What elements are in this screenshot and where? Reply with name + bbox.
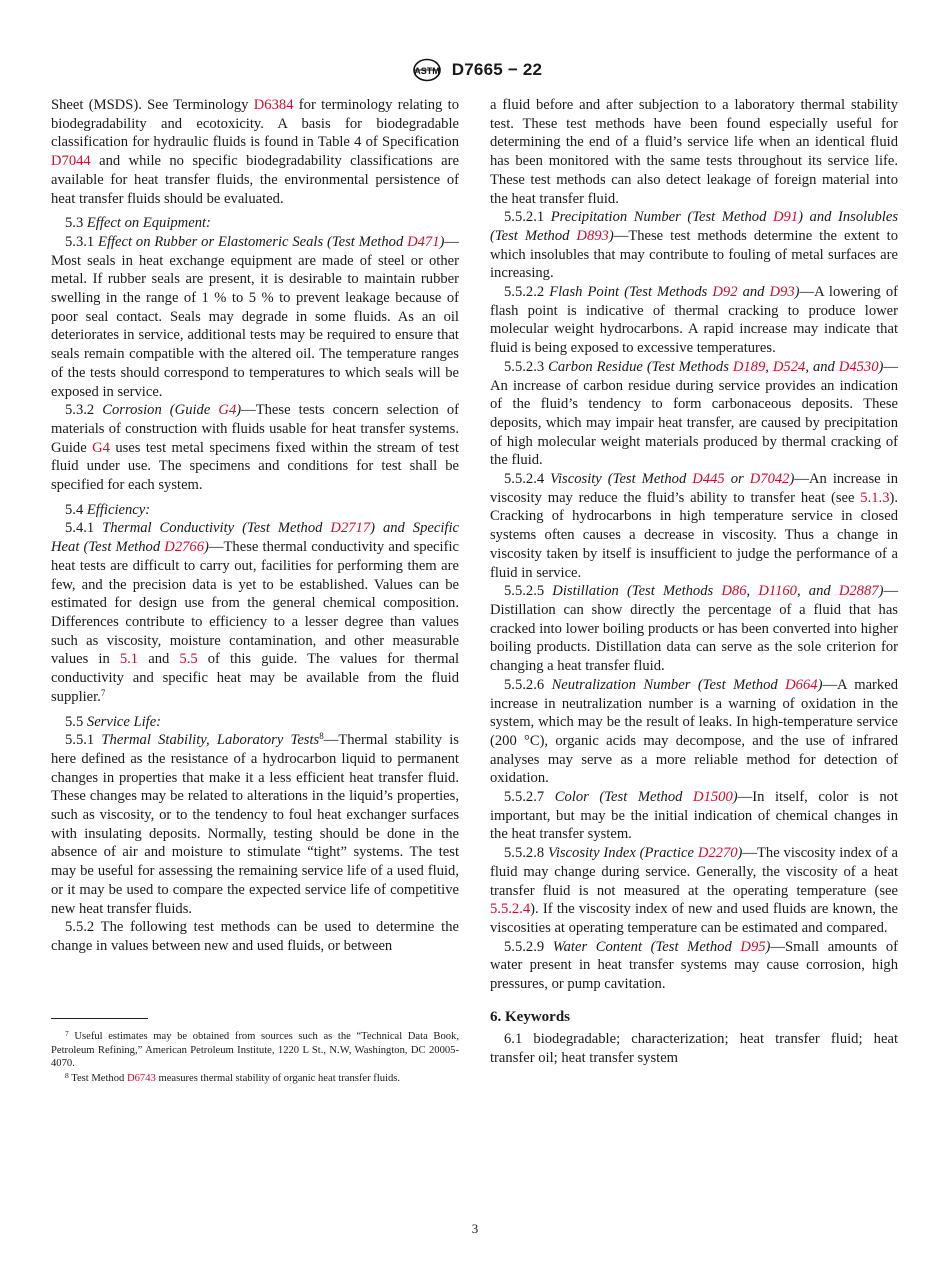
link-g4-title[interactable]: G4: [218, 402, 237, 419]
section-5-5-2-3: 5.5.2.3 Carbon Residue (Test Methods D189, D524, and D4530)—An increase of carbon residue during service provides an indication of the fluid’s tendency to form carbonaceous deposits. These deposits, which may impair heat transfer, are caused by precipitation of high molecular weight materials produced by thermal cracking of the fluid.: [490, 358, 898, 469]
link-d893[interactable]: D893: [576, 227, 609, 244]
section-5-3-1: 5.3.1 Effect on Rubber or Elastomeric Seals (Test Method D471)—Most seals in heat exchange equipment are made of steel or other metal. If rubber seals are present, it is desirable to maintain rubber swelling in the range of 1 % to 5 % to prevent leakage because of poor seal contact. Seals may degrade in some fluids. As an oil deteriorates in service, additional tests may be required to ensure that seals remain compatible with the altered oil. The temperature ranges of the tests should correspond to temperatures to which seals will be exposed in service.: [51, 233, 459, 400]
link-d6743[interactable]: D6743: [126, 1072, 156, 1084]
paragraph-continued: a fluid before and after subjection to a laboratory thermal stability test. These test methods have been found especially useful for determining the end of a fluid’s service life when an identical fluid has been monitored with the same tests throughout its service life. These test methods can also detect leakage of foreign material into the heat transfer fluid.: [490, 97, 898, 207]
page-header: [0, 56, 950, 84]
footnote-divider: [51, 1018, 148, 1019]
document-designation: D7665 − 22: [451, 60, 543, 79]
section-5-3: 5.3 Effect on Equipment:: [65, 215, 211, 232]
section-5-5-2-2: 5.5.2.2 Flash Point (Test Methods D92 and D93)—A lowering of flash point is indicative of thermal cracking to produce lower molecular weight hydrocarbons. A rapid increase may indicate that fluid is being exposed to excessive temperatures.: [490, 284, 898, 357]
link-d7044[interactable]: D7044: [51, 153, 91, 170]
section-5-5-2-7: 5.5.2.7 Color (Test Method D1500)—In itself, color is not important, but may be the initial indication of chemical changes in the heat transfer system.: [490, 789, 898, 843]
footnotes: [51, 1030, 459, 1086]
section-5-5: 5.5 Service Life:: [65, 713, 162, 730]
link-d4530[interactable]: D4530: [838, 358, 879, 375]
right-column: [490, 96, 898, 1068]
section-5-5-2: 5.5.2 The following test methods can be used to determine the change in values between new and used fluids, or between: [51, 919, 459, 954]
link-5-1[interactable]: 5.1: [119, 651, 139, 668]
footnote-7: $^7$ Useful estimates may be obtained from sources such as the “Technical Data Book, Petroleum Refining,” American Petroleum Institute, 1220 L St., N.W, Washington, DC 20005-4070.: [51, 1029, 459, 1069]
link-d2766[interactable]: D2766: [164, 539, 205, 556]
link-d189[interactable]: D189: [732, 358, 766, 375]
link-d6384[interactable]: D6384: [253, 97, 294, 113]
section-6-1: 6.1 biodegradable; characterization; heat transfer fluid; heat transfer oil; heat transfer system: [490, 1031, 898, 1067]
link-d92[interactable]: D92: [712, 284, 738, 301]
section-5-5-1: 5.5.1 Thermal Stability, Laboratory Tests$^8$—Thermal stability is here defined as the resistance of a hydrocarbon liquid to permanent changes in properties that make it a less efficient heat transfer fluid. These changes may be related to alterations in the liquid’s properties, such as viscosity, or to the tendency to foul heat exchanger surfaces with insulating deposits. Normally, testing should be done in the absence of air and moisture to stimulate “tight” systems. The test may be useful for assessing the remaining service life of a used fluid, or it may be used to compare the expected service life of competitive new heat transfer fluids.: [51, 731, 459, 917]
section-5-4: 5.4 Efficiency:: [65, 501, 151, 518]
link-5-1-3[interactable]: 5.1.3: [860, 489, 890, 506]
link-d7042[interactable]: D7042: [749, 471, 790, 488]
section-5-5-2-1: 5.5.2.1 Precipitation Number (Test Method D91) and Insolubles (Test Method D893)—These test methods determine the extent to which insolubles that may contribute to fouling of metal surfaces are increasing.: [490, 209, 899, 282]
link-d93[interactable]: D93: [769, 284, 795, 301]
section-5-5-2-9: 5.5.2.9 Water Content (Test Method D95)—Small amounts of water present in heat transfer systems may cause corrosion, high pressures, or pump cavitation.: [490, 938, 898, 993]
left-column: [51, 96, 459, 956]
page-number: 3: [471, 1221, 479, 1236]
paragraph-msds: Sheet (MSDS). See Terminology D6384 for terminology relating to biodegradability and ecotoxicity. A basis for biodegradable classification for hydraulic fluids is found in Table 4 of Specification D7044 and while no specific biodegradability classifications are available for heat transfer fluids, the environmental persistence of heat transfer fluids should be evaluated.: [51, 97, 460, 207]
section-heading-keywords: 6. Keywords: [490, 1008, 570, 1025]
link-g4[interactable]: G4: [92, 439, 110, 456]
link-d91[interactable]: D91: [772, 209, 799, 226]
footnote-ref-8: 8: [319, 731, 324, 742]
astm-logo-text: ASTM: [414, 66, 440, 76]
link-d664[interactable]: D664: [785, 676, 818, 693]
section-5-5-2-4: 5.5.2.4 Viscosity (Test Method D445 or D7042)—An increase in viscosity may reduce the fluid’s ability to transfer heat (see 5.1.3). Cracking of hydrocarbons in high temperature service in closed systems often causes a decrease in viscosity. Thus a change in viscosity taken by itself is insufficient to judge the performance of a fluid in service.: [490, 471, 898, 581]
section-5-4-1: 5.4.1 Thermal Conductivity (Test Method D2717) and Specific Heat (Test Method D2766)—These thermal conductivity and specific heat tests are difficult to carry out, facilities for performing them are few, and the precision data is yet to be established. Values can be estimated for design use from the general chemical composition. Differences contribute to efficiency to a lesser degree than values such as viscosity, moisture contamination, and other measurable values in 5.1 and 5.5 of this guide. The values for thermal conductivity and specific heat may be available from the fluid supplier.$^7$: [51, 520, 460, 705]
footnote-ref-7: 7: [100, 687, 106, 698]
link-d86[interactable]: D86: [721, 583, 747, 600]
link-5-5-2-4[interactable]: 5.5.2.4: [490, 901, 531, 918]
link-d524[interactable]: D524: [772, 358, 806, 375]
link-d471[interactable]: D471: [407, 233, 440, 250]
section-5-5-2-8: 5.5.2.8 Viscosity Index (Practice D2270)—The viscosity index of a fluid may change during service. Generally, the viscosity of a heat transfer fluid is not measured at the operating temperature (see 5.5.2.4). If the viscosity index of new and used fluids are known, the viscosities at operating temperature can be estimated and compared.: [490, 845, 899, 936]
link-d1500[interactable]: D1500: [693, 789, 733, 806]
link-d2270[interactable]: D2270: [697, 845, 738, 862]
section-5-3-2: 5.3.2 Corrosion (Guide G4)—These tests concern selection of materials of construction with fluids usable for heat transfer systems. Guide G4 uses test metal specimens fixed within the stream of test fluid under use. The specimens and conditions for test shall be specified for each system.: [51, 402, 459, 494]
link-d1160[interactable]: D1160: [758, 583, 797, 600]
astm-logo: [408, 58, 446, 82]
link-d95[interactable]: D95: [740, 938, 766, 955]
footnote-8: $^8$ Test Method D6743 measures thermal stability of organic heat transfer fluids.: [65, 1070, 401, 1084]
section-5-5-2-6: 5.5.2.6 Neutralization Number (Test Method D664)—A marked increase in neutralization number is a warning of oxidation in the system, which may be the result of leaks. In high-temperature service (200 °C), organic acids may decompose, and the use of infrared analyses may serve as a more reliable method for detection of oxidation.: [490, 676, 898, 787]
link-d2717[interactable]: D2717: [330, 520, 371, 537]
section-5-5-2-5: 5.5.2.5 Distillation (Test Methods D86, D1160, and D2887)—Distillation can show directly the percentage of a fluid that has cracked into lower boiling products or has been converted into higher boiling products. Distillation data can serve as the sole criterion for changing a heat transfer fluid.: [490, 583, 899, 675]
link-d2887[interactable]: D2887: [838, 583, 879, 600]
link-d445[interactable]: D445: [692, 471, 725, 488]
link-5-5[interactable]: 5.5: [179, 651, 198, 668]
